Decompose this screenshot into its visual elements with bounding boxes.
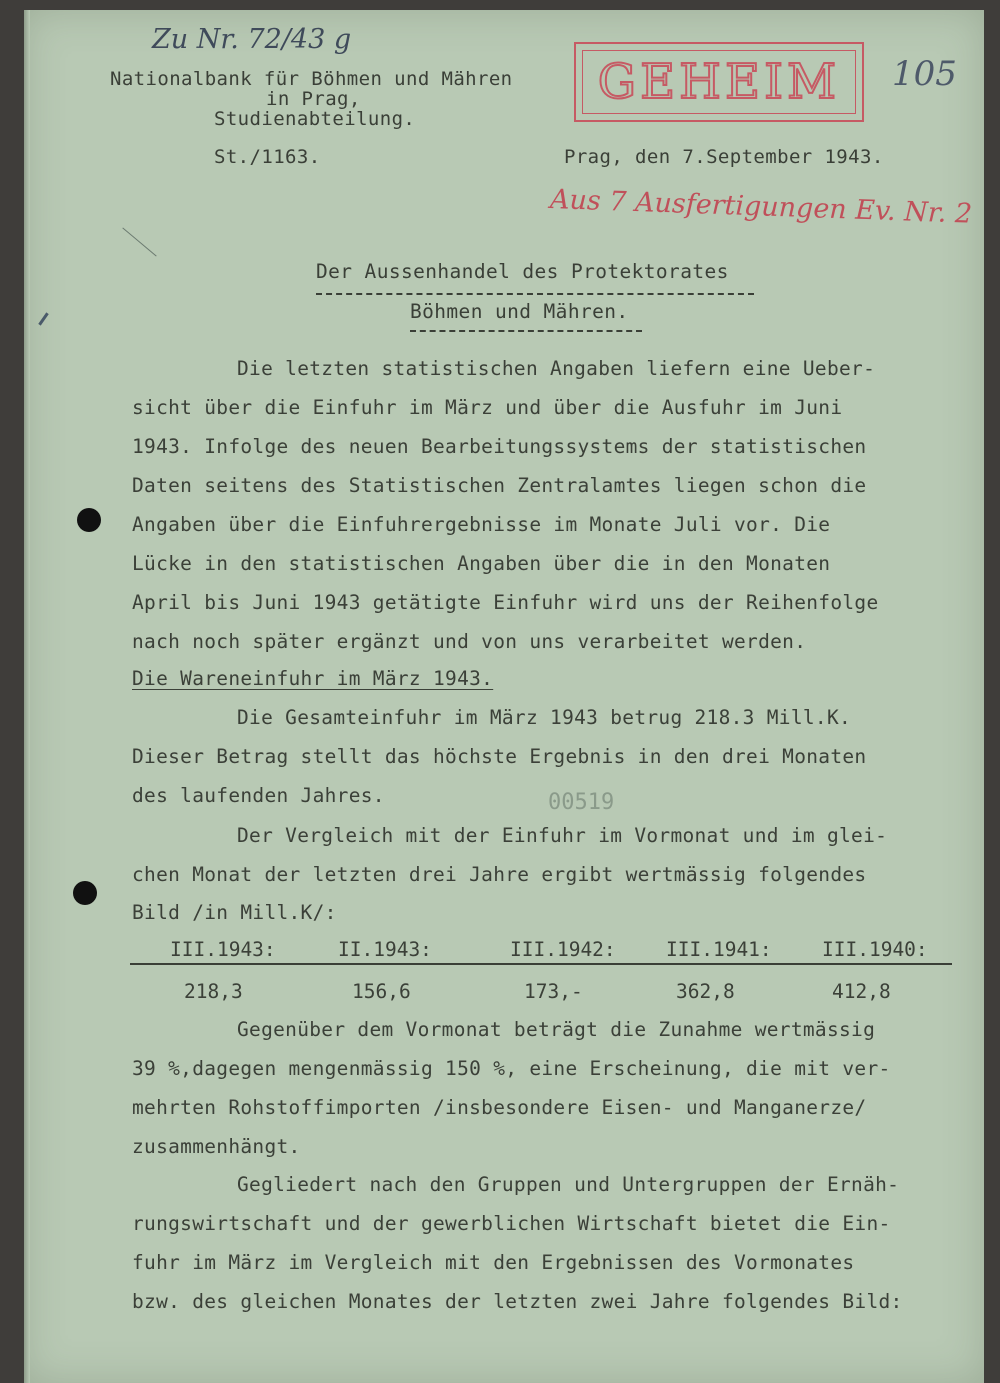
table-value-5: 412,8 — [832, 980, 891, 1003]
para5-line-1: Gegliedert nach den Gruppen und Untergruppen der Ernäh- — [237, 1173, 900, 1196]
table-header-4: III.1941: — [666, 938, 772, 961]
para3-line-3: Bild /in Mill.K/: — [132, 901, 337, 924]
stray-pencil-mark — [122, 227, 156, 256]
reference-number: St./1163. — [214, 146, 321, 168]
page-edge-shadow — [24, 10, 30, 1383]
title-underline-1 — [316, 293, 754, 295]
para2-line-1: Die Gesamteinfuhr im März 1943 betrug 218.3 Mill.K. — [237, 706, 852, 729]
table-rule — [130, 963, 952, 965]
handwritten-reference: Zu Nr. 72/43 g — [152, 24, 352, 55]
document-title-line-1: Der Aussenhandel des Protektorates — [316, 260, 729, 283]
table-value-3: 173,- — [524, 980, 583, 1003]
secret-stamp-text: GEHEIM — [597, 54, 841, 110]
document-title-line-2: Böhmen und Mähren. — [410, 300, 629, 323]
para5-line-3: fuhr im März im Vergleich mit den Ergebnissen des Vormonates — [132, 1251, 855, 1274]
intro-line-6: Lücke in den statistischen Angaben über die in den Monaten — [132, 552, 831, 575]
para3-line-1: Der Vergleich mit der Einfuhr im Vormonat und im glei- — [237, 824, 888, 847]
para5-line-2: rungswirtschaft und der gewerblichen Wirtschaft bietet die Ein- — [132, 1212, 891, 1235]
intro-line-7: April bis Juni 1943 getätigte Einfuhr wird uns der Reihenfolge — [132, 591, 879, 614]
para2-line-3: des laufenden Jahres. — [132, 784, 385, 807]
institution-line-2: in Prag, — [266, 88, 361, 110]
intro-line-1: Die letzten statistischen Angaben liefern eine Ueber- — [237, 357, 876, 380]
intro-line-5: Angaben über die Einfuhrergebnisse im Monate Juli vor. Die — [132, 513, 831, 536]
table-header-1: III.1943: — [170, 938, 276, 961]
secret-stamp-frame — [582, 50, 856, 114]
place-date: Prag, den 7.September 1943. — [564, 146, 884, 168]
intro-line-2: sicht über die Einfuhr im März und über die Ausfuhr im Juni — [132, 396, 843, 419]
table-header-2: II.1943: — [338, 938, 432, 961]
handwritten-copy-note: Aus 7 Ausfertigungen Ev. Nr. 2 — [549, 184, 973, 230]
intro-line-8: nach noch später ergänzt und von uns verarbeitet werden. — [132, 630, 807, 653]
para4-line-4: zusammenhängt. — [132, 1135, 301, 1158]
para4-line-2: 39 %,dagegen mengenmässig 150 %, eine Erscheinung, die mit ver- — [132, 1057, 891, 1080]
table-value-4: 362,8 — [676, 980, 735, 1003]
intro-line-4: Daten seitens des Statistischen Zentralamtes liegen schon die — [132, 474, 867, 497]
para5-line-4: bzw. des gleichen Monates der letzten zwei Jahre folgendes Bild: — [132, 1290, 903, 1313]
table-value-2: 156,6 — [352, 980, 411, 1003]
faint-stamp-number: 00519 — [548, 790, 615, 815]
para2-line-2: Dieser Betrag stellt das höchste Ergebnis in den drei Monaten — [132, 745, 867, 768]
para4-line-1: Gegenüber dem Vormonat beträgt die Zunahme wertmässig — [237, 1018, 876, 1041]
stray-ink-mark — [38, 312, 48, 325]
table-header-5: III.1940: — [822, 938, 928, 961]
institution-line-3: Studienabteilung. — [214, 108, 416, 130]
secret-stamp — [574, 42, 864, 122]
institution-line-1: Nationalbank für Böhmen und Mähren — [110, 68, 513, 90]
punch-hole-lower — [73, 881, 97, 905]
table-value-1: 218,3 — [184, 980, 243, 1003]
intro-line-3: 1943. Infolge des neuen Bearbeitungssystems der statistischen — [132, 435, 867, 458]
section-heading: Die Wareneinfuhr im März 1943. — [132, 667, 494, 690]
punch-hole-upper — [77, 508, 101, 532]
title-underline-2 — [410, 330, 642, 332]
para3-line-2: chen Monat der letzten drei Jahre ergibt wertmässig folgendes — [132, 863, 867, 886]
handwritten-page-number: 105 — [892, 54, 957, 94]
document-page — [24, 10, 984, 1383]
table-header-3: III.1942: — [510, 938, 616, 961]
para4-line-3: mehrten Rohstoffimporten /insbesondere Eisen- und Manganerze/ — [132, 1096, 867, 1119]
